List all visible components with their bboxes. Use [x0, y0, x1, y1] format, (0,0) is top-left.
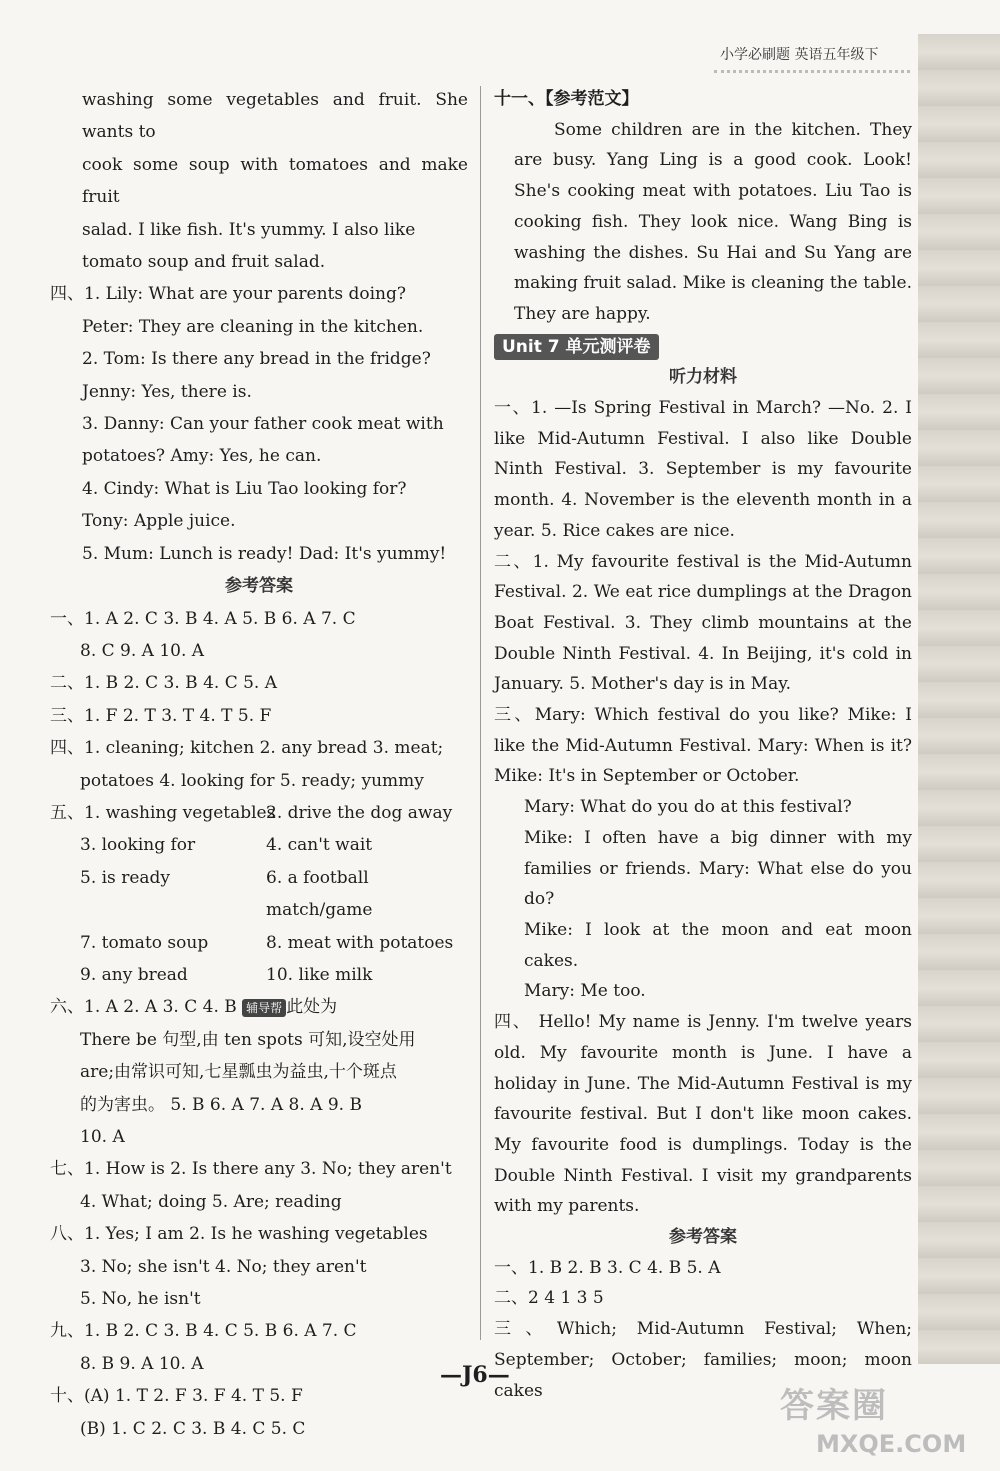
- text-line: 3. Danny: Can your father cook meat with: [82, 414, 444, 435]
- wu-item-5: 5. is ready: [80, 867, 170, 888]
- section-wu-grid: [50, 829, 468, 991]
- header-dotted-rule: [714, 70, 910, 73]
- listening-paragraph: 二、1. My favourite festival is the Mid-Autumn Festival. 2. We eat rice dumplings at the Dragon Boat Festival. 3. They climb mountains at the Double Ninth Festival. 4. In Beijing, it's cold in January. 5. Mother's day is in May.: [494, 551, 912, 695]
- answer-line: 七、1. How is 2. Is there any 3. No; they aren't: [50, 1159, 452, 1180]
- answer-line: 十、(A) 1. T 2. F 3. F 4. T 5. F: [50, 1386, 303, 1407]
- wu-item-3: 3. looking for: [80, 835, 196, 856]
- answer-line: 八、1. Yes; I am 2. Is he washing vegetables: [50, 1224, 428, 1245]
- wu-item-10: 10. like milk: [266, 964, 373, 985]
- listening-paragraph: Mike: I often have a big dinner with my families or friends. Mary: What else do you do?: [524, 827, 912, 910]
- liu-line-1: 六、1. A 2. A 3. C 4. B: [50, 997, 237, 1018]
- listening-title: 听力材料: [669, 367, 737, 388]
- wu-item-2: 2. drive the dog away: [266, 802, 453, 823]
- answer-line: (B) 1. C 2. C 3. B 4. C 5. C: [80, 1418, 306, 1439]
- wu-item-4: 4. can't wait: [266, 835, 373, 856]
- listening-paragraph: 四、 Hello! My name is Jenny. I'm twelve years old. My favourite month is June. I have a holiday in June. The Mid-Autumn Festival is my favourite festival. But I don't like moon cakes. My favourite food is dumplings. Today is the Double Ninth Festival. I visit my grandparents with my parents.: [494, 1012, 912, 1217]
- watermark-url: MXQE.COM: [816, 1430, 967, 1458]
- liu-line-4: 的为害虫。 5. B 6. A 7. A 8. A 9. B: [80, 1094, 362, 1115]
- answers-title: 参考答案: [225, 576, 293, 597]
- text-line: 4. Cindy: What is Liu Tao looking for?: [82, 478, 407, 499]
- section-wu: [50, 797, 468, 991]
- section-liu: [50, 991, 468, 1153]
- wu-item-7: 7. tomato soup: [80, 932, 209, 953]
- listening-paragraph: Mary: Me too.: [524, 981, 646, 1002]
- text-line: Jenny: Yes, there is.: [82, 381, 252, 402]
- left-column: [50, 84, 468, 1445]
- answer-line: 一、1. A 2. C 3. B 4. A 5. B 6. A 7. C: [50, 608, 356, 629]
- listening-materials: [494, 393, 912, 1222]
- text-line: tomato soup and fruit salad.: [82, 252, 326, 273]
- essay-label: 十一、【参考范文】: [494, 89, 639, 109]
- listening-paragraph: 三、Mary: Which festival do you like? Mike: I like the Mid-Autumn Festival. Mary: When is it? Mike: It's in September or October.: [494, 705, 912, 787]
- answer-line: 5. No, he isn't: [80, 1289, 201, 1310]
- answer-line: 二、1. B 2. C 3. B 4. C 5. A: [50, 673, 278, 694]
- text-line: Tony: Apple juice.: [82, 511, 236, 532]
- answers-part-1: [50, 603, 468, 797]
- watermark-logo: 答案圈: [780, 1386, 888, 1426]
- text-line: 5. Mum: Lunch is ready! Dad: It's yummy!: [82, 543, 447, 564]
- answer-line: 8. C 9. A 10. A: [80, 640, 205, 661]
- wu-item-6: 6. a football match/game: [266, 867, 373, 921]
- answer-line: potatoes 4. looking for 5. ready; yummy: [80, 770, 424, 791]
- answer-line: 二、2 4 1 3 5: [494, 1288, 604, 1309]
- answers-part-2: [50, 1153, 468, 1445]
- liu-line-2: There be 句型,由 ten spots 可知,设空处用: [80, 1029, 416, 1050]
- model-essay: Some children are in the kitchen. They are busy. Yang Ling is a good cook. Look! She's cooking meat with potatoes. Liu Tao is cooking fish. They look nice. Wang Bing is washing the dishes. Su Hai and Su Yang are making fruit salad. Mike is cleaning the table. They are happy.: [514, 119, 912, 324]
- answer-line: 三、1. F 2. T 3. T 4. T 5. F: [50, 705, 272, 726]
- right-column: [494, 84, 912, 1406]
- section-wu-label: 五、: [50, 802, 84, 823]
- text-line: Peter: They are cleaning in the kitchen.: [82, 316, 424, 337]
- text-line: 2. Tom: Is there any bread in the fridge?: [82, 349, 431, 370]
- answer-line: 3. No; she isn't 4. No; they aren't: [80, 1256, 367, 1277]
- liu-line-1-tail: 此处为: [286, 997, 338, 1018]
- right-answers-title: 参考答案: [669, 1227, 737, 1248]
- text-line: potatoes? Amy: Yes, he can.: [82, 446, 322, 467]
- text-line: salad. I like fish. It's yummy. I also like: [82, 219, 416, 240]
- page-header: 小学必刷题 英语五年级下: [720, 47, 879, 63]
- listening-script-continued: [50, 84, 468, 570]
- wu-item-1: 1. washing vegetables: [84, 802, 276, 823]
- wu-item-9: 9. any bread: [80, 964, 188, 985]
- answer-line: 4. What; doing 5. Are; reading: [80, 1191, 342, 1212]
- answer-line: 一、1. B 2. B 3. C 4. B 5. A: [494, 1257, 721, 1278]
- page-number: —J6—: [440, 1362, 510, 1388]
- answer-line: 三、Which; Mid-Autumn Festival; When; September; October; families; moon; moon cakes: [494, 1319, 912, 1401]
- liu-line-3: are;由常识可知,七星瓢虫为益虫,十个斑点: [80, 1062, 397, 1083]
- listening-paragraph: Mike: I look at the moon and eat moon cakes.: [524, 919, 912, 971]
- text-line: cook some soup with tomatoes and make fruit: [82, 154, 468, 208]
- liu-line-5: 10. A: [80, 1127, 125, 1147]
- decorative-side-strip: [918, 34, 1000, 1364]
- wu-item-8: 8. meat with potatoes: [266, 932, 454, 953]
- column-divider: [480, 86, 481, 1340]
- listening-paragraph: 一、1. —Is Spring Festival in March? —No. 2. I like Mid-Autumn Festival. I also like Double Ninth Festival. 3. September is my favourite month. 4. November is the eleventh month in a year. 5. Rice cakes are nice.: [494, 398, 912, 541]
- text-line: 四、1. Lily: What are your parents doing?: [50, 284, 406, 305]
- unit-badge: Unit 7 单元测评卷: [494, 334, 659, 360]
- answer-line: 8. B 9. A 10. A: [80, 1353, 204, 1374]
- answer-line: 四、1. cleaning; kitchen 2. any bread 3. meat;: [50, 738, 444, 759]
- text-line: washing some vegetables and fruit. She wants to: [82, 90, 468, 143]
- answer-line: 九、1. B 2. C 3. B 4. C 5. B 6. A 7. C: [50, 1321, 357, 1342]
- tip-badge: 辅导帮: [242, 999, 286, 1017]
- listening-paragraph: Mary: What do you do at this festival?: [524, 797, 852, 818]
